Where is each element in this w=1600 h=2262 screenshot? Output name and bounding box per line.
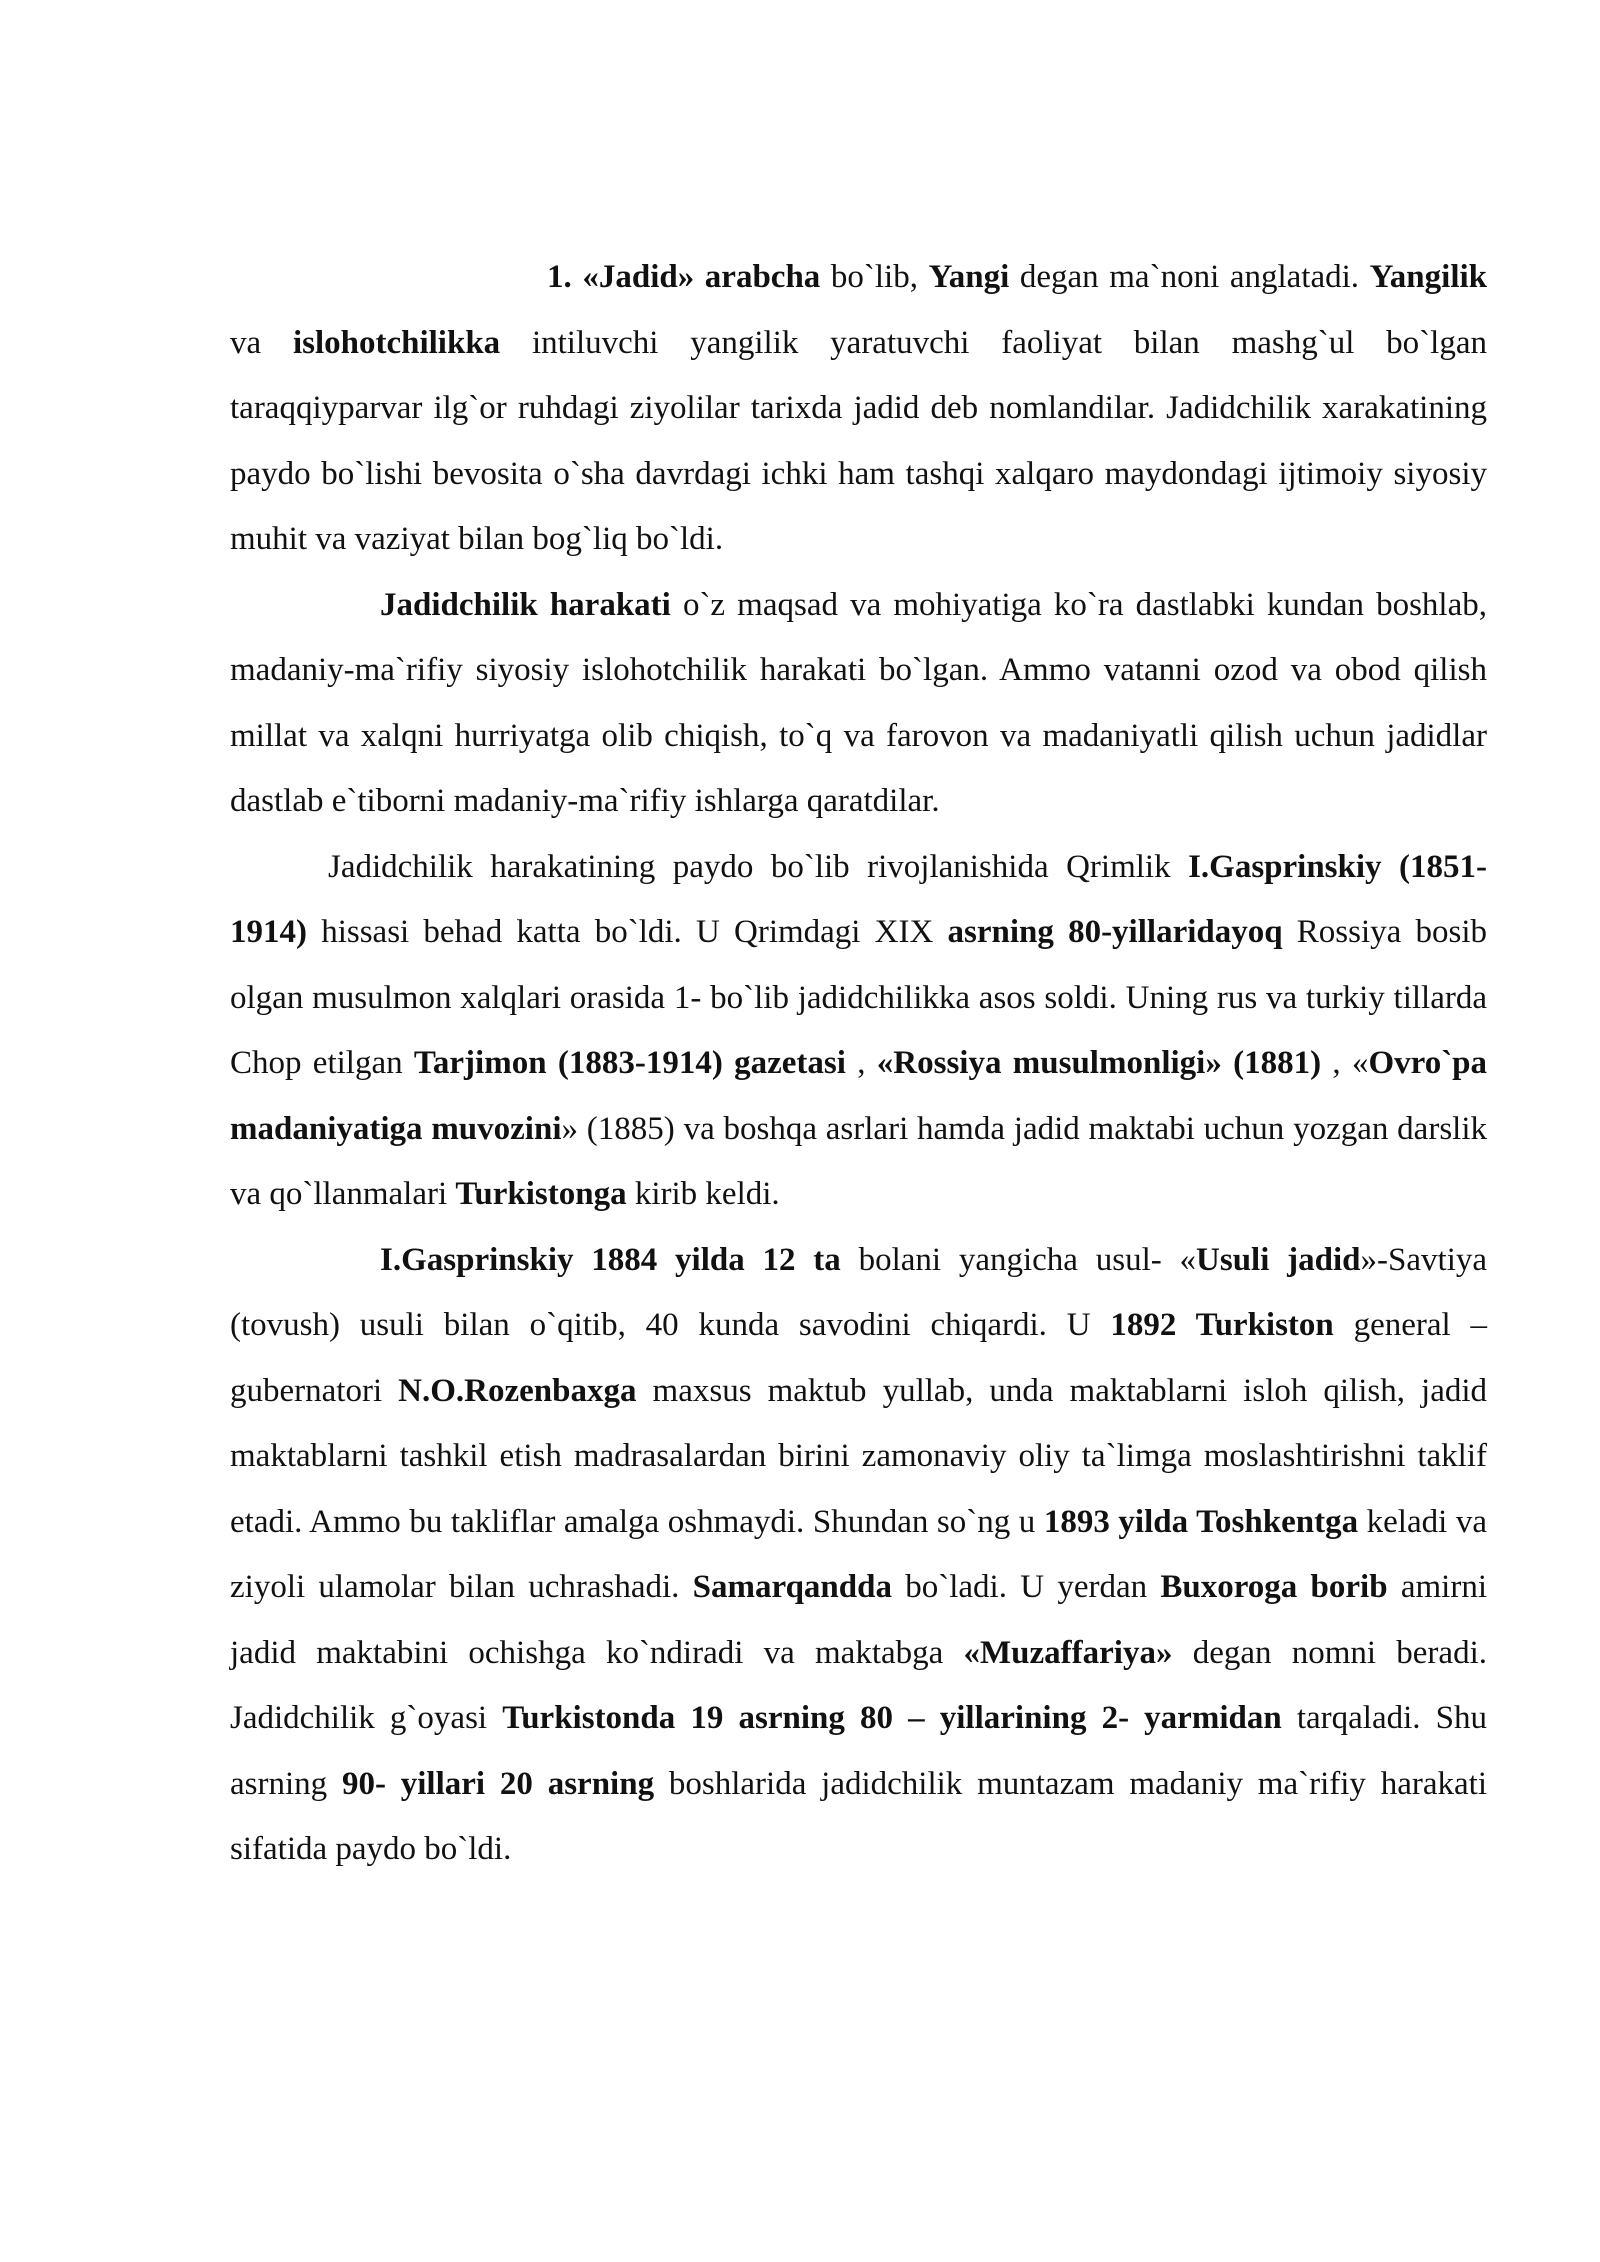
- text-run: tarqaladi. Shu asrning: [230, 1700, 1487, 1802]
- bold-text: Turkistonda 19 asrning 80 – yillarining 2- yarmidan: [502, 1700, 1282, 1736]
- text-run: degan ma`noni anglatadi.: [1009, 259, 1370, 295]
- bold-text: N.O.Rozenbaxga: [398, 1372, 637, 1409]
- text-run: maxsus maktub yullab, unda maktablarni isloh qilish, jadid maktablarni tashkil etish madrasalardan birini zamonaviy oliy ta`limga moslashtirishni taklif etadi. Ammo bu takliflar amalga oshmaydi. Shundan so`ng u: [230, 1372, 1488, 1540]
- text-run: hissasi behad katta bo`ldi. U Qrimdagi XIX: [307, 914, 948, 950]
- text-run: Rossiya bosib olgan musulmon xalqlari orasida 1- bo`lib jadidchilikka asos soldi. Uning rus va turkiy tillarda Chop etilgan: [230, 914, 1487, 1081]
- bold-text: 90- yillari 20 asrning: [341, 1765, 655, 1802]
- bold-text: Tarjimon (1883-1914) gazetasi: [413, 1045, 846, 1081]
- bold-text: Turkistonga: [455, 1176, 627, 1212]
- bold-text: Buxoroga borib: [1160, 1569, 1388, 1605]
- bold-text: I.Gasprinskiy 1884 yilda 12 ta: [380, 1241, 841, 1278]
- bold-text: «Muzaffariya»: [963, 1634, 1173, 1671]
- text-run: o`z maqsad va mohiyatiga ko`ra dastlabki kundan boshlab, madaniy-ma`rifiy siyosiy islohotchilik harakati bo`lgan. Ammo vatanni ozod va obod qilish millat va xalqni hurriyatga olib chiqish, to`q va farovon va madaniyatli qilish uchun jadidlar dastlab e`tiborni madaniy-ma`rifiy ishlarga qaratdilar.: [230, 586, 1487, 819]
- text-run: amirni jadid maktabini ochishga ko`ndiradi va maktabga: [230, 1569, 1487, 1671]
- paragraph: [230, 1228, 1487, 1883]
- text-run: kirib keldi.: [626, 1176, 780, 1212]
- text-run: Jadidchilik harakatining paydo bo`lib rivojlanishida Qrimlik: [328, 848, 1189, 885]
- paragraph: [230, 835, 1487, 1228]
- bold-text: islohotchilikka: [292, 324, 501, 361]
- text-run: bo`ladi. U yerdan: [891, 1569, 1161, 1605]
- text-run: ,: [845, 1045, 877, 1081]
- bold-text: Ovro`pa madaniyatiga muvozini: [230, 1045, 1488, 1147]
- bold-text: Yangilik: [1369, 259, 1488, 295]
- bold-text: Jadidchilik harakati: [380, 586, 671, 623]
- bold-text: «Rossiya musulmonligi» (1881): [876, 1045, 1322, 1081]
- text-run: boshlarida jadidchilik muntazam madaniy ma`rifiy harakati sifatida paydo bo`ldi.: [230, 1765, 1487, 1867]
- paragraph: [230, 245, 1487, 573]
- text-run: »-Savtiya (tovush) usuli bilan o`qitib, 40 kunda savodini chiqardi. U: [230, 1241, 1488, 1343]
- bold-text: I.Gasprinskiy (1851-1914): [230, 848, 1488, 950]
- paragraph: [230, 573, 1487, 835]
- bold-text: Yangi: [928, 259, 1010, 295]
- bold-text: asrning 80-yillaridayoq: [947, 914, 1283, 950]
- text-run: , «: [1321, 1045, 1369, 1081]
- text-run: va: [230, 324, 293, 361]
- bold-text: 1892 Turkiston: [1110, 1307, 1334, 1343]
- text-run: general –gubernatori: [230, 1307, 1487, 1409]
- bold-text: 1. «Jadid» arabcha: [547, 259, 821, 295]
- text-run: degan nomni beradi. Jadidchilik g`oyasi: [230, 1634, 1487, 1736]
- document-page: [230, 245, 1487, 1883]
- text-run: intiluvchi yangilik yaratuvchi faoliyat bilan mashg`ul bo`lgan taraqqiyparvar ilg`or ruhdagi ziyolilar tarixda jadid deb nomlandilar. Jadidchilik xarakatining paydo bo`lishi bevosita o`sha davrdagi ichki ham tashqi xalqaro maydondagi ijtimoiy siyosiy muhit va vaziyat bilan bog`liq bo`ldi.: [230, 324, 1487, 557]
- bold-text: Samarqandda: [692, 1569, 892, 1605]
- text-run: bolani yangicha usul- «: [840, 1241, 1197, 1278]
- bold-text: Usuli jadid: [1196, 1241, 1361, 1278]
- bold-text: 1893 yilda Toshkentga: [1043, 1503, 1359, 1540]
- text-run: bo`lib,: [820, 259, 929, 295]
- text-run: » (1885) va boshqa asrlari hamda jadid maktabi uchun yozgan darslik va qo`llanmalari: [230, 1110, 1487, 1212]
- text-run: keladi va ziyoli ulamolar bilan uchrashadi.: [230, 1503, 1487, 1605]
